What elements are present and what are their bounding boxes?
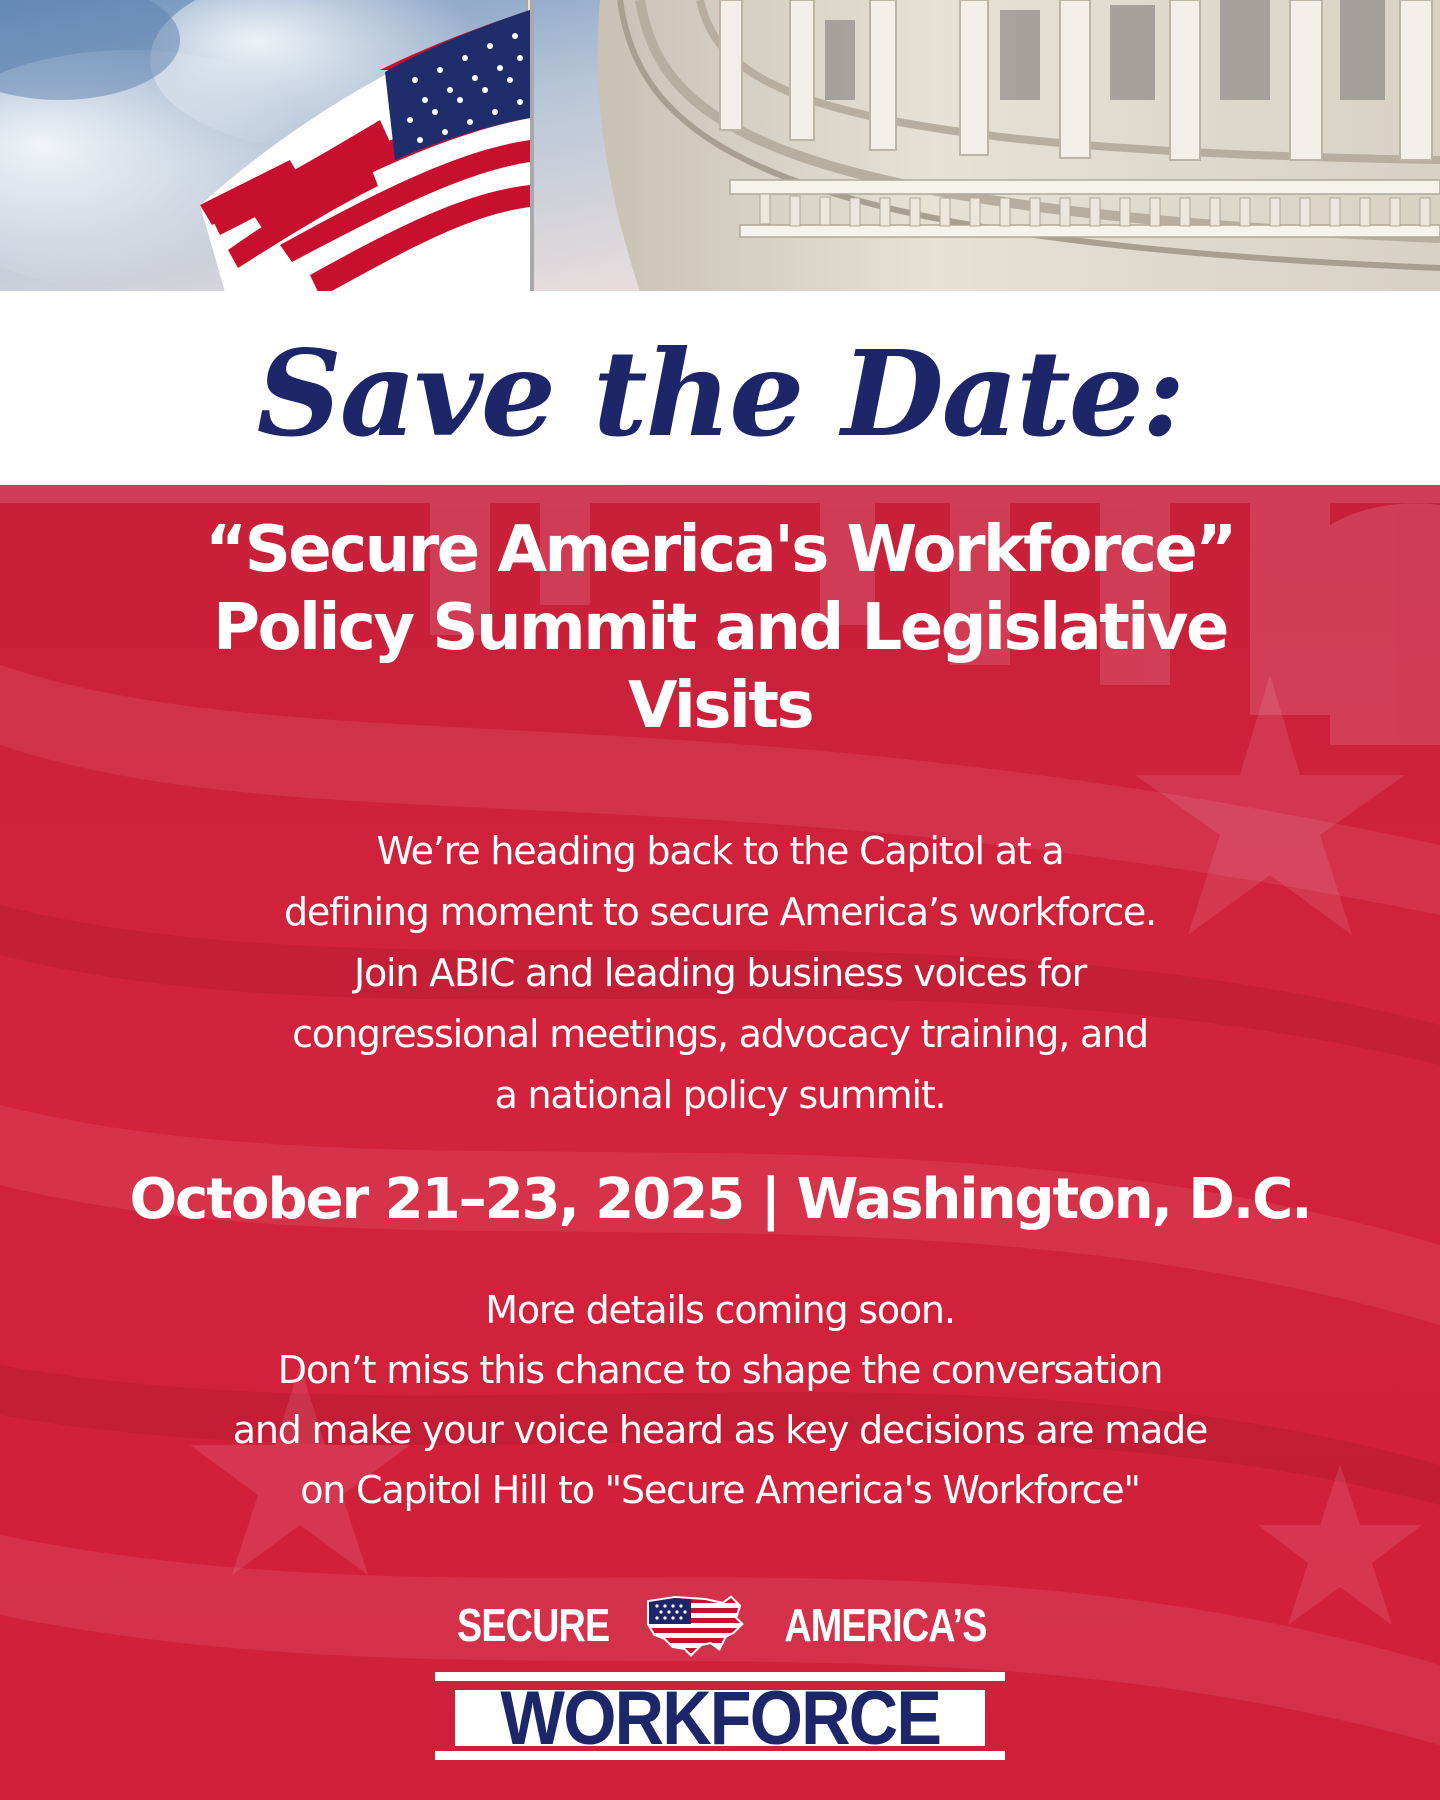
details-line: on Capitol Hill to "Secure America's Workforce" (300, 1468, 1140, 1512)
intro-line: We’re heading back to the Capitol at a (376, 829, 1064, 873)
hero-photo (0, 0, 1440, 292)
details-line: and make your voice heard as key decisions are made (232, 1408, 1208, 1452)
event-title (80, 511, 1360, 745)
logo-top-row (435, 1590, 1005, 1662)
intro-line: congressional meetings, advocacy training, and (292, 1012, 1148, 1056)
logo-word-americas: AMERICA’S (784, 1599, 987, 1651)
save-the-date-heading: Save the Date: (256, 324, 1184, 463)
title-band (0, 291, 1440, 485)
logo-word-workforce: WORKFORCE (500, 1690, 940, 1746)
event-date-location: October 21–23, 2025 | Washington, D.C. (129, 1167, 1311, 1232)
intro-paragraph (150, 821, 1290, 1126)
intro-line: Join ABIC and leading business voices for (353, 951, 1086, 995)
capitol-flag-photo (0, 0, 1440, 292)
usa-map-flag-icon (645, 1592, 745, 1658)
intro-line: a national policy summit. (494, 1073, 946, 1117)
event-title-line: “Secure America's Workforce” (205, 513, 1235, 587)
logo-word-secure: SECURE (457, 1599, 610, 1651)
details-paragraph (100, 1280, 1340, 1520)
logo-divider-top (435, 1672, 1005, 1681)
event-title-line: Policy Summit and Legislative (213, 591, 1227, 665)
logo-divider-bottom (435, 1751, 1005, 1760)
logo-workforce-box (455, 1690, 985, 1746)
event-title-line: Visits (627, 669, 813, 743)
secure-americas-workforce-logo (435, 1590, 1005, 1760)
red-content-area (0, 485, 1440, 1800)
intro-line: defining moment to secure America’s workforce. (284, 890, 1156, 934)
details-line: More details coming soon. (485, 1288, 955, 1332)
details-line: Don’t miss this chance to shape the conversation (277, 1348, 1163, 1392)
